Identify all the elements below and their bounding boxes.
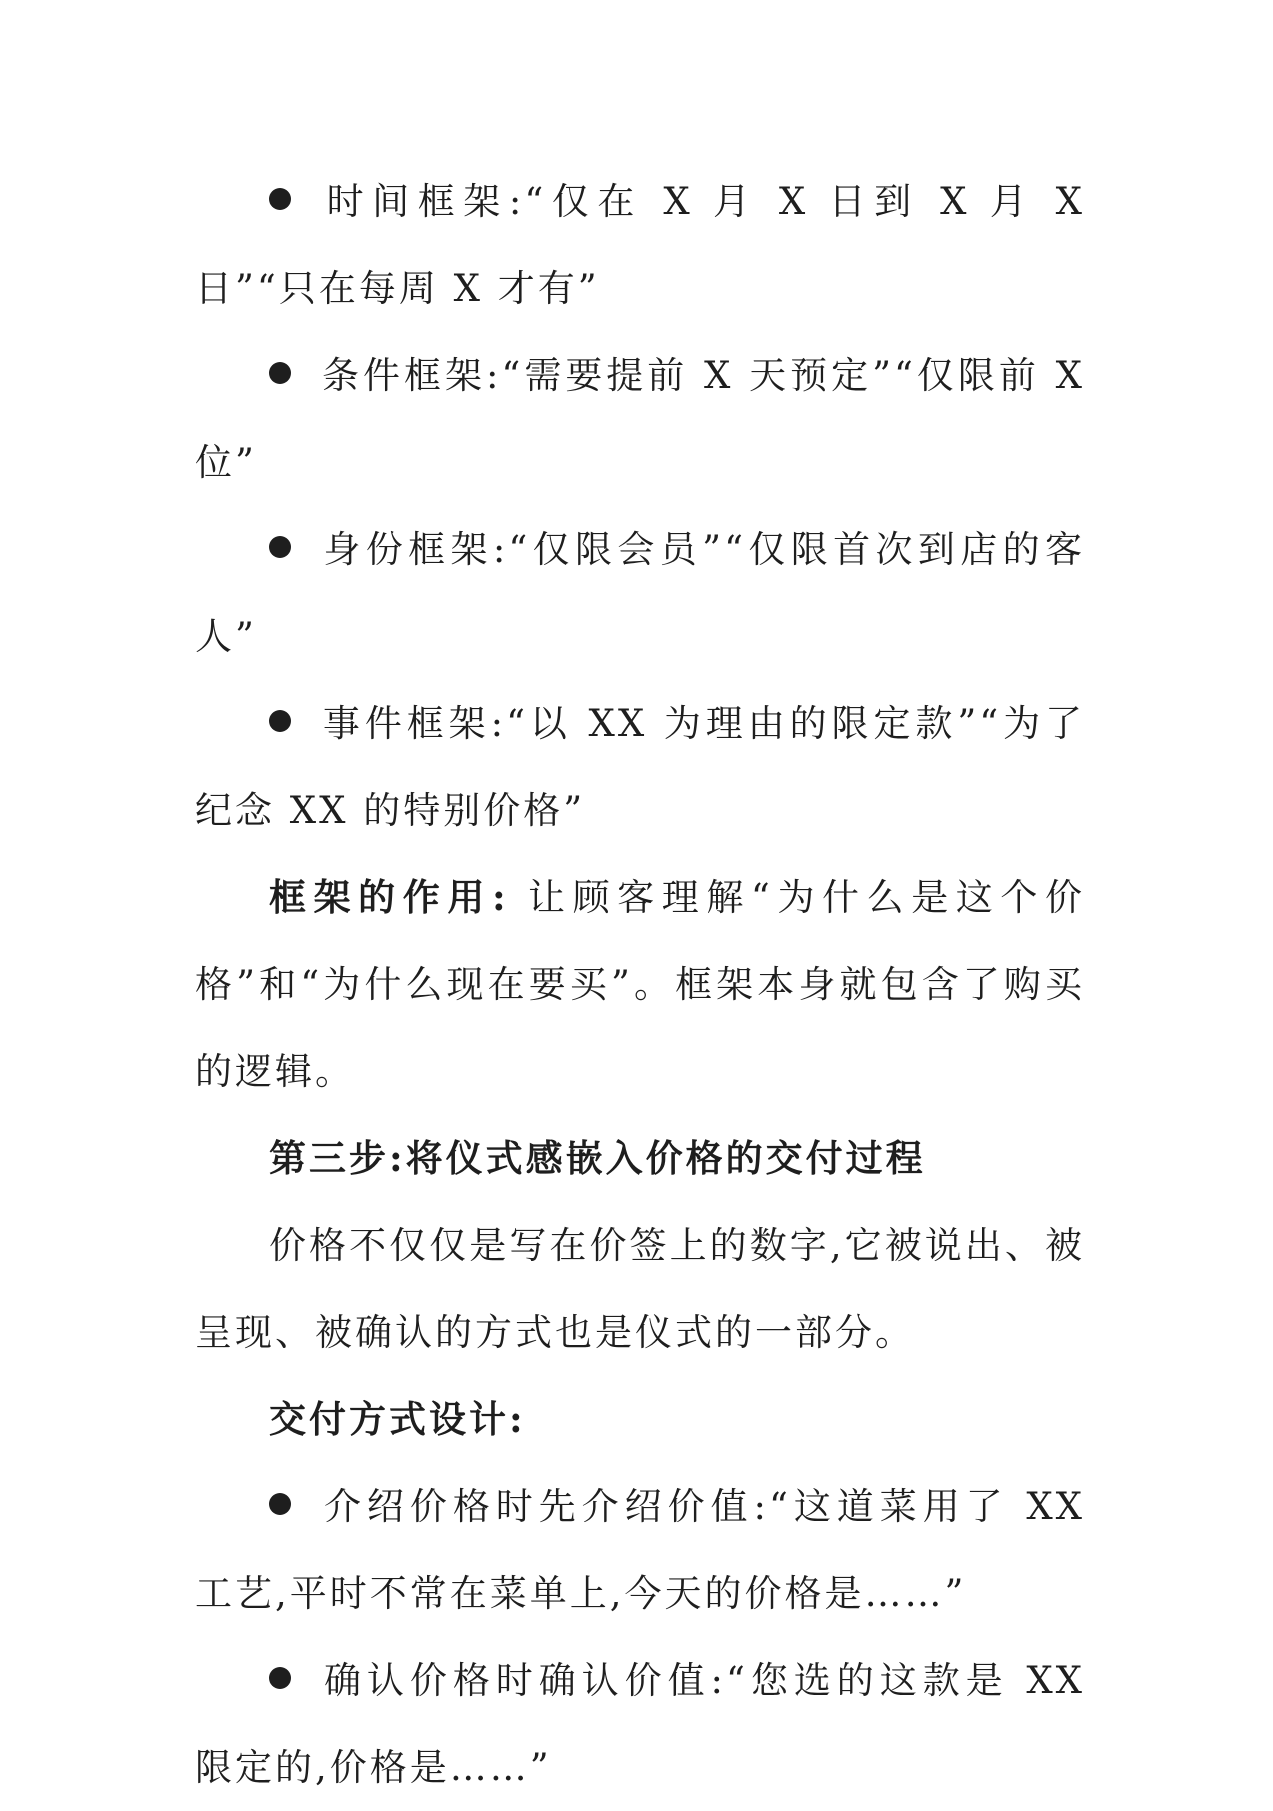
bullet-icon — [269, 1667, 291, 1689]
bullet-text: 身份框架:“仅限会员”“仅限首次到店的客人” — [195, 528, 1085, 658]
bullet-text: 条件框架:“需要提前 X 天预定”“仅限前 X 位” — [195, 354, 1085, 484]
document-body — [195, 158, 1085, 1811]
framework-role-text: 让顾客理解“为什么是这个价格”和“为什么现在要买”。框架本身就包含了购买的逻辑。 — [195, 876, 1085, 1093]
step3-paragraph: 价格不仅仅是写在价签上的数字,它被说出、被呈现、被确认的方式也是仪式的一部分。 — [195, 1224, 1085, 1354]
bullet-icon — [269, 1493, 291, 1515]
bullet-item-time-frame — [195, 158, 1085, 332]
delivery-heading: 交付方式设计: — [269, 1397, 526, 1441]
bullet-item-introduce-value — [195, 1463, 1085, 1637]
bullet-icon — [269, 188, 291, 210]
bullet-text: 确认价格时确认价值:“您选的这款是 XX 限定的,价格是……” — [195, 1659, 1085, 1789]
framework-role-label: 框架的作用: — [269, 875, 509, 919]
bullet-text: 事件框架:“以 XX 为理由的限定款”“为了纪念 XX 的特别价格” — [195, 702, 1085, 832]
bullet-item-identity-frame — [195, 506, 1085, 680]
step3-heading: 第三步:将仪式感嵌入价格的交付过程 — [269, 1136, 926, 1180]
bullet-item-condition-frame — [195, 332, 1085, 506]
bullet-icon — [269, 362, 291, 384]
bullet-text: 介绍价格时先介绍价值:“这道菜用了 XX 工艺,平时不常在菜单上,今天的价格是……” — [195, 1485, 1085, 1615]
bullet-text: 时间框架:“仅在 X 月 X 日到 X 月 X 日”“只在每周 X 才有” — [195, 180, 1085, 310]
framework-role-paragraph — [195, 854, 1085, 1115]
bullet-item-confirm-value — [195, 1637, 1085, 1811]
bullet-icon — [269, 536, 291, 558]
bullet-icon — [269, 710, 291, 732]
bullet-item-event-frame — [195, 680, 1085, 854]
